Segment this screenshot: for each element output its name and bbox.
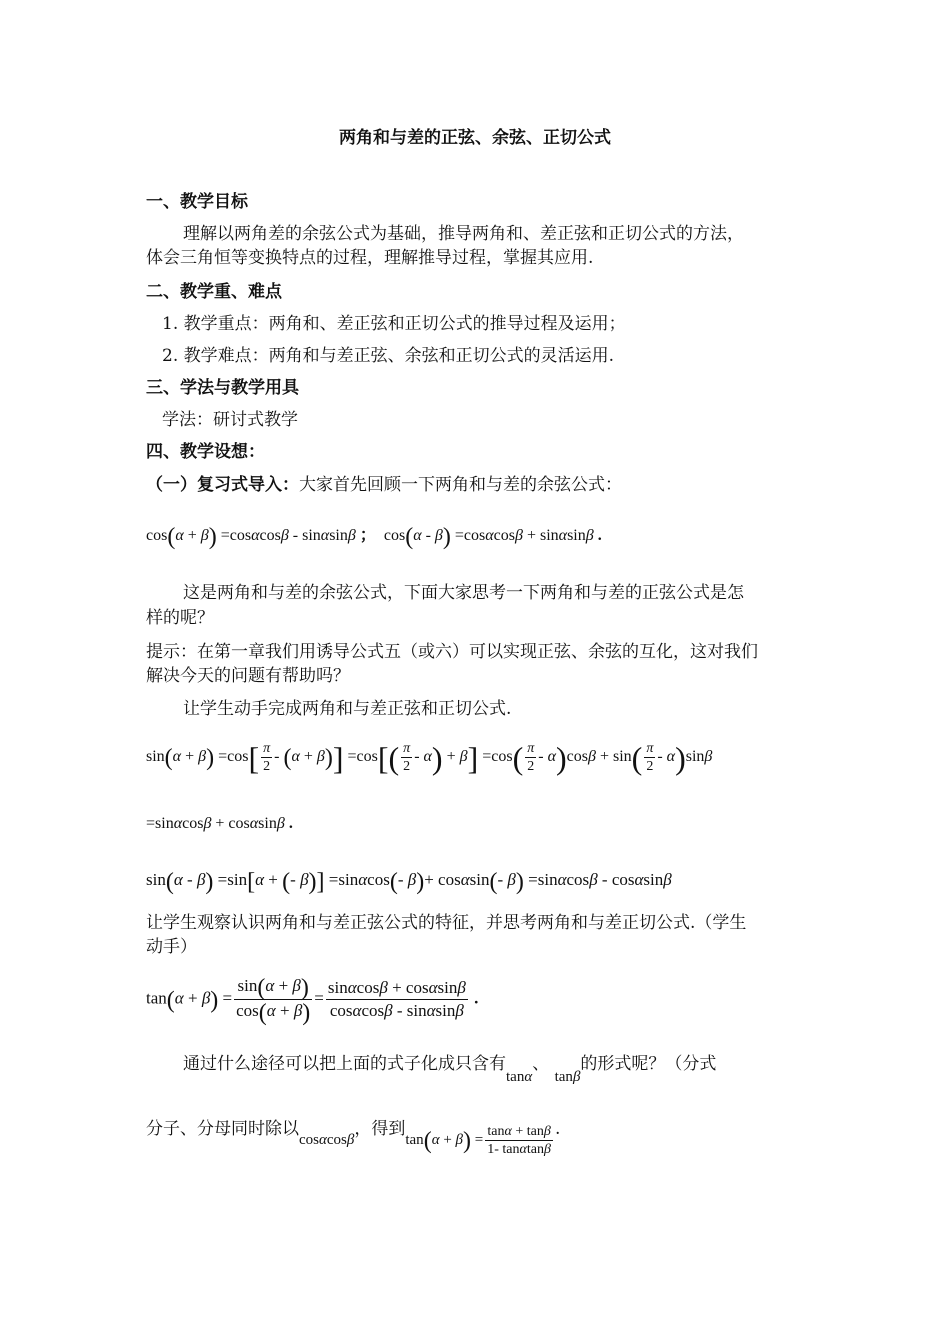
- list-item: 2. 教学难点：两角和与差正弦、余弦和正切公式的灵活运用.: [162, 346, 615, 366]
- paragraph-line: 这是两角和与差的余弦公式，下面大家思考一下两角和与差的正弦公式是怎: [183, 583, 744, 603]
- formula-sine-sum-result: =sinαcosβ + cosαsinβ .: [146, 815, 293, 832]
- inline-formula: tanβ: [554, 1069, 581, 1085]
- paragraph-line: [183, 1053, 717, 1085]
- subheading-review: （一）复习式导入：: [146, 475, 299, 495]
- paragraph-line: [146, 474, 622, 496]
- section-heading-design: 四、教学设想：: [146, 442, 265, 462]
- inline-formula-tangent-sum: tan(α + β) = $\frac{\tan\alpha + \tan\beta}{1- \tan\alpha\tan\beta}$: [405, 1124, 551, 1157]
- section-heading-key-points: 二、教学重、难点: [146, 282, 282, 302]
- page-title: 两角和与差的正弦、余弦、正切公式: [339, 128, 611, 148]
- list-item: 1. 教学重点：两角和、差正弦和正切公式的推导过程及运用；: [162, 314, 626, 334]
- paragraph-text: ，得到: [354, 1118, 406, 1139]
- paragraph-text: .: [554, 1118, 561, 1139]
- paragraph-text: 的形式呢？（分式: [580, 1054, 717, 1074]
- paragraph-line: 动手）: [146, 937, 197, 957]
- hint-line: 解决今天的问题有帮助吗？: [146, 666, 350, 686]
- paragraph-line: 样的呢？: [146, 608, 214, 628]
- paragraph-text: 大家首先回顾一下两角和与差的余弦公式：: [299, 475, 622, 495]
- paragraph-line: 体会三角恒等变换特点的过程，理解推导过程，掌握其应用.: [146, 248, 594, 268]
- paragraph-line: [146, 1113, 561, 1157]
- paragraph-line: 让学生观察认识两角和与差正弦公式的特征，并思考两角和与差正切公式.（学生: [146, 913, 747, 933]
- section-heading-goals: 一、教学目标: [146, 192, 248, 212]
- inline-formula: cosαcosβ: [299, 1131, 355, 1148]
- inline-formula: tanα: [506, 1069, 533, 1085]
- paragraph-line: 让学生动手完成两角和与差正弦和正切公式.: [183, 699, 512, 719]
- paragraph-text: 、: [532, 1054, 550, 1074]
- formula-sine-difference: sin(α - β) =sin[α + (- β)] =sinαcos(- β)+ cosαsin(- β) =sinαcosβ - cosαsinβ: [146, 869, 672, 895]
- paragraph-line: 学法：研讨式教学: [162, 410, 298, 430]
- paragraph-text: 分子、分母同时除以: [146, 1118, 299, 1139]
- section-heading-methods: 三、学法与教学用具: [146, 378, 299, 398]
- formula-cosine-sum-diff: cos(α + β) =cosαcosβ - sinαsinβ ； cos(α - β) =cosαcosβ + sinαsinβ .: [146, 524, 602, 550]
- hint-line: 提示：在第一章我们用诱导公式五（或六）可以实现正弦、余弦的互化，这对我们: [146, 642, 758, 662]
- paragraph-text: 通过什么途径可以把上面的式子化成只含有: [183, 1054, 506, 1074]
- paragraph-line: 理解以两角差的余弦公式为基础，推导两角和、差正弦和正切公式的方法，: [183, 224, 744, 244]
- formula-tangent-sum-expansion: tan(α + β) = $\frac{\sin(\alpha + \beta)}{\cos(\alpha + \beta)}$ = $\frac{\sin\alpha\cos\beta + \cos\alpha\sin\beta}{\cos\alpha\cos\beta - \sin\alpha\sin\beta}$ .: [146, 975, 479, 1026]
- formula-sine-sum-derivation: sin(α + β) =cos[ $\frac{\pi}{2}$ - (α + β)] =cos[( $\frac{\pi}{2}$ - α) + β] =cos( $\frac{\pi}{2}$ - α)cosβ + sin( $\frac{\pi}{2}$ - α)sinβ: [146, 740, 713, 777]
